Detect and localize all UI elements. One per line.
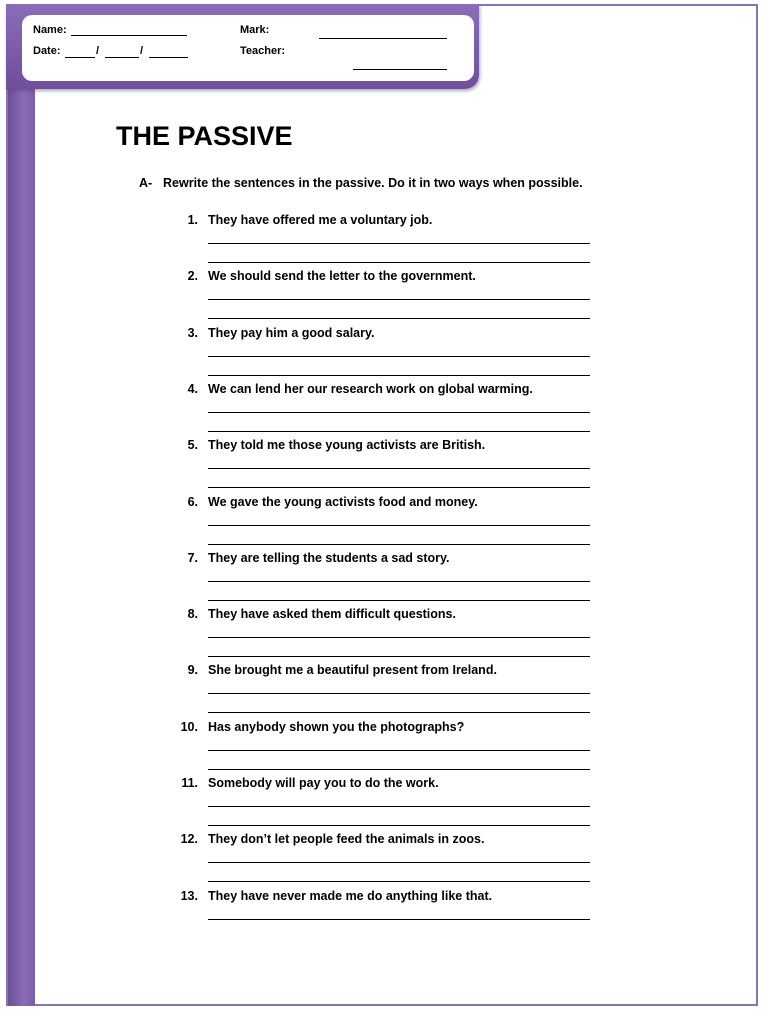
answer-line[interactable] <box>208 693 590 694</box>
question-text: They have offered me a voluntary job. <box>208 213 433 227</box>
answer-line[interactable] <box>208 825 590 826</box>
instruction <box>139 176 583 190</box>
answer-line[interactable] <box>208 243 590 244</box>
mark-label: Mark: <box>240 24 270 36</box>
question-text: They have never made me do anything like that. <box>208 888 493 903</box>
question-item <box>176 720 596 776</box>
header-card <box>22 15 474 81</box>
date-separator: / <box>96 45 100 57</box>
question-number: 2. <box>187 269 198 284</box>
question-number: 6. <box>187 494 198 509</box>
date-separator: / <box>140 45 144 57</box>
question-number: 11. <box>181 776 198 790</box>
answer-line[interactable] <box>208 468 590 469</box>
answer-line[interactable] <box>208 525 590 526</box>
question-item <box>176 269 596 325</box>
instruction-text: Rewrite the sentences in the passive. Do it in two ways when possible. <box>163 176 583 190</box>
name-field[interactable] <box>71 35 187 36</box>
question-number: 12. <box>180 832 198 847</box>
question-item <box>176 326 596 382</box>
question-item <box>176 438 596 494</box>
question-text: They are telling the students a sad story. <box>208 550 450 565</box>
question-text: Somebody will pay you to do the work. <box>208 776 439 790</box>
question-number: 5. <box>187 438 198 453</box>
question-text: We should send the letter to the government. <box>208 269 476 284</box>
question-text: We gave the young activists food and money. <box>208 494 478 509</box>
mark-field[interactable] <box>319 38 447 39</box>
question-item <box>176 551 596 607</box>
answer-line[interactable] <box>208 318 590 319</box>
answer-line[interactable] <box>208 862 590 863</box>
date-year-field[interactable] <box>149 57 188 58</box>
answer-line[interactable] <box>208 637 590 638</box>
question-number: 8. <box>187 607 198 622</box>
question-number: 4. <box>187 381 198 396</box>
answer-line[interactable] <box>208 412 590 413</box>
question-item <box>176 607 596 663</box>
question-text: They pay him a good salary. <box>208 325 375 340</box>
name-label: Name: <box>33 24 67 36</box>
header-panel <box>6 4 479 89</box>
question-item <box>176 776 596 832</box>
question-item <box>176 663 596 719</box>
section-letter: A- <box>139 176 153 190</box>
teacher-label: Teacher: <box>240 45 286 57</box>
worksheet-title: THE PASSIVE <box>116 121 293 151</box>
question-number: 7. <box>187 550 198 565</box>
answer-line[interactable] <box>208 299 590 300</box>
answer-line[interactable] <box>208 750 590 751</box>
question-text: They told me those young activists are British. <box>208 438 486 453</box>
answer-line[interactable] <box>208 581 590 582</box>
question-text: We can lend her our research work on global warming. <box>208 381 533 396</box>
question-item <box>176 382 596 438</box>
question-item <box>176 832 596 888</box>
answer-line[interactable] <box>208 375 590 376</box>
question-text: She brought me a beautiful present from Ireland. <box>208 663 497 678</box>
answer-line[interactable] <box>208 769 590 770</box>
question-number: 13. <box>180 888 198 903</box>
question-text: Has anybody shown you the photographs? <box>208 719 465 734</box>
answer-line[interactable] <box>208 487 590 488</box>
question-text: They have asked them difficult questions. <box>208 607 456 622</box>
date-day-field[interactable] <box>65 57 95 58</box>
teacher-field[interactable] <box>353 69 447 70</box>
question-number: 1. <box>187 213 198 227</box>
answer-line[interactable] <box>208 544 590 545</box>
question-item <box>176 495 596 551</box>
question-text: They don’t let people feed the animals in zoos. <box>208 832 485 847</box>
answer-line[interactable] <box>208 919 590 920</box>
answer-line[interactable] <box>208 712 590 713</box>
side-bar-decoration <box>8 80 35 1006</box>
answer-line[interactable] <box>208 262 590 263</box>
question-item <box>176 889 596 945</box>
answer-line[interactable] <box>208 881 590 882</box>
answer-line[interactable] <box>208 806 590 807</box>
question-item <box>176 213 596 269</box>
answer-line[interactable] <box>208 356 590 357</box>
answer-line[interactable] <box>208 656 590 657</box>
answer-line[interactable] <box>208 600 590 601</box>
question-number: 10. <box>180 719 198 734</box>
question-number: 3. <box>187 325 198 340</box>
question-number: 9. <box>187 663 198 678</box>
date-label: Date: <box>33 45 61 57</box>
date-month-field[interactable] <box>105 57 139 58</box>
answer-line[interactable] <box>208 431 590 432</box>
